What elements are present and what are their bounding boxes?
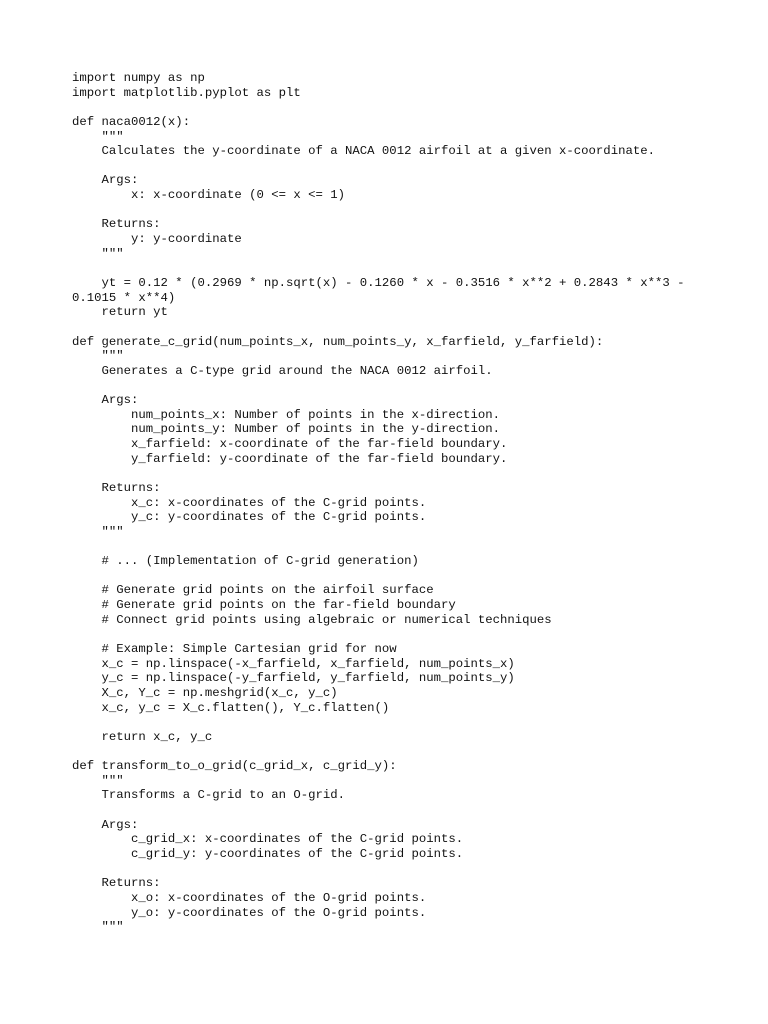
code-line: y: y-coordinate	[72, 232, 242, 247]
code-line: # Connect grid points using algebraic or numerical techniques	[72, 612, 552, 627]
code-line: # Generate grid points on the airfoil surface	[72, 583, 434, 598]
code-line: """	[72, 524, 124, 539]
code-line: Transforms a C-grid to an O-grid.	[72, 788, 346, 803]
blank-line	[72, 100, 712, 115]
code-line: x_c = np.linspace(-x_farfield, x_farfield, num_points_x)	[72, 656, 515, 671]
code-line: X_c, Y_c = np.meshgrid(x_c, y_c)	[72, 685, 338, 700]
code-listing	[72, 71, 712, 935]
code-line: y_c = np.linspace(-y_farfield, y_farfield, num_points_y)	[72, 671, 515, 686]
code-line: y_farfield: y-coordinate of the far-field boundary.	[72, 451, 508, 466]
code-line: x_c, y_c = X_c.flatten(), Y_c.flatten()	[72, 700, 390, 715]
code-line: c_grid_y: y-coordinates of the C-grid points.	[72, 846, 464, 861]
blank-line	[72, 203, 712, 218]
code-line: """	[72, 246, 124, 261]
code-line: Returns:	[72, 876, 161, 891]
code-line: """	[72, 129, 124, 144]
code-line: Args:	[72, 817, 139, 832]
blank-line	[72, 261, 712, 276]
code-line: """	[72, 349, 124, 364]
blank-line	[72, 715, 712, 730]
code-line: def transform_to_o_grid(c_grid_x, c_grid_y):	[72, 759, 397, 774]
code-line: y_c: y-coordinates of the C-grid points.	[72, 510, 427, 525]
code-line: return x_c, y_c	[72, 729, 213, 744]
blank-line	[72, 744, 712, 759]
code-line: def naca0012(x):	[72, 114, 191, 129]
code-line: x_farfield: x-coordinate of the far-field boundary.	[72, 437, 508, 452]
code-line: yt = 0.12 * (0.2969 * np.sqrt(x) - 0.1260 * x - 0.3516 * x**2 + 0.2843 * x**3 -	[72, 275, 685, 290]
code-line: return yt	[72, 305, 168, 320]
code-line: import numpy as np	[72, 71, 205, 85]
code-line: # ... (Implementation of C-grid generation)	[72, 554, 419, 569]
code-line: """	[72, 773, 124, 788]
code-line: Args:	[72, 173, 139, 188]
blank-line	[72, 803, 712, 818]
code-line: def generate_c_grid(num_points_x, num_points_y, x_farfield, y_farfield):	[72, 334, 604, 349]
code-line: x_c: x-coordinates of the C-grid points.	[72, 495, 427, 510]
blank-line	[72, 569, 712, 584]
code-line: Generates a C-type grid around the NACA 0012 airfoil.	[72, 363, 493, 378]
blank-line	[72, 540, 712, 555]
blank-line	[72, 862, 712, 877]
code-line: 0.1015 * x**4)	[72, 290, 176, 305]
code-line: num_points_x: Number of points in the x-direction.	[72, 407, 501, 422]
code-line: x_o: x-coordinates of the O-grid points.	[72, 890, 427, 905]
code-line: Calculates the y-coordinate of a NACA 0012 airfoil at a given x-coordinate.	[72, 144, 655, 159]
blank-line	[72, 320, 712, 335]
blank-line	[72, 378, 712, 393]
code-line: y_o: y-coordinates of the O-grid points.	[72, 905, 427, 920]
code-line: Args:	[72, 393, 139, 408]
blank-line	[72, 466, 712, 481]
code-line: """	[72, 920, 124, 935]
blank-line	[72, 627, 712, 642]
code-line: Returns:	[72, 217, 161, 232]
code-line: # Generate grid points on the far-field boundary	[72, 598, 456, 613]
blank-line	[72, 159, 712, 174]
code-line: import matplotlib.pyplot as plt	[72, 85, 301, 100]
code-line: x: x-coordinate (0 <= x <= 1)	[72, 188, 346, 203]
code-line: Returns:	[72, 480, 161, 495]
code-line: num_points_y: Number of points in the y-direction.	[72, 422, 501, 437]
code-line: # Example: Simple Cartesian grid for now	[72, 641, 397, 656]
code-line: c_grid_x: x-coordinates of the C-grid points.	[72, 832, 464, 847]
